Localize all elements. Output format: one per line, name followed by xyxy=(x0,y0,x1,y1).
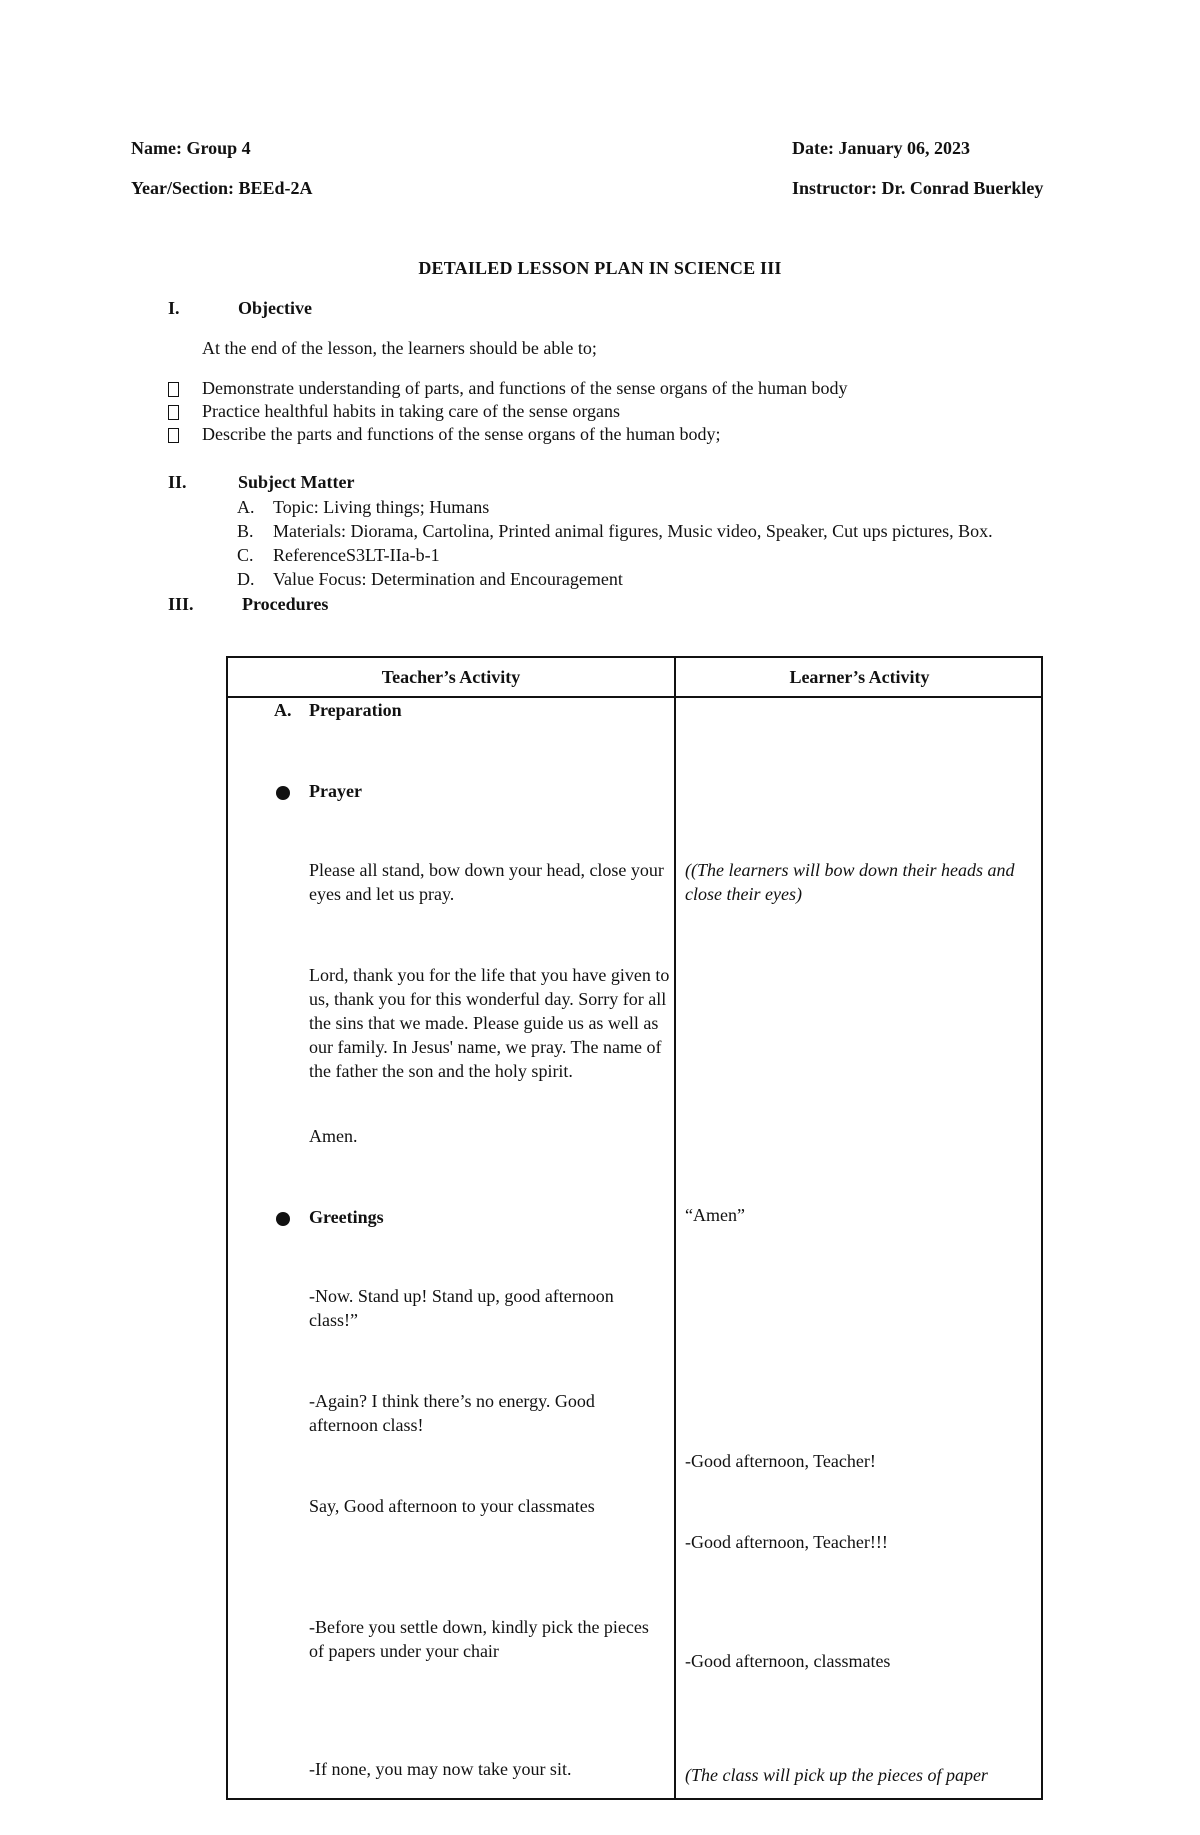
objective-bullet-3: Describe the parts and functions of the sense organs of the human body; xyxy=(202,424,721,444)
year-section-label: Year/Section: BEEd-2A xyxy=(131,178,313,198)
name-label: Name: Group 4 xyxy=(131,138,251,158)
bullet-dot-icon xyxy=(276,1212,290,1226)
objective-intro: At the end of the lesson, the learners should be able to; xyxy=(202,338,597,358)
document-title: DETAILED LESSON PLAN IN SCIENCE III xyxy=(418,258,782,278)
teacher-greeting-2: -Again? I think there’s no energy. Good afternoon class! xyxy=(309,1391,595,1435)
teacher-amen: Amen. xyxy=(309,1126,358,1146)
teacher-prayer-text: Lord, thank you for the life that you have given to us, thank you for this wonderful day. Sorry for all the sins that we made. Please guide us as well as our family. In Jesus' name, we pray. The name of the father the son and the holy spirit. xyxy=(309,965,670,1081)
learner-greeting-3: -Good afternoon, classmates xyxy=(685,1651,891,1671)
objective-bullet-2: Practice healthful habits in taking care of the sense organs xyxy=(202,401,621,421)
learner-amen: “Amen” xyxy=(685,1205,745,1225)
learner-greeting-1: -Good afternoon, Teacher! xyxy=(685,1451,876,1471)
section-letter: A. xyxy=(274,700,292,720)
teacher-prayer-instruction: Please all stand, bow down your head, close your eyes and let us pray. xyxy=(309,860,664,904)
procedures-heading: Procedures xyxy=(242,594,329,614)
greetings-heading: Greetings xyxy=(309,1207,384,1227)
subject-item-text: Value Focus: Determination and Encouragement xyxy=(273,569,623,589)
bullet-dot-icon xyxy=(276,786,290,800)
subject-item-text: ReferenceS3LT-IIa-b-1 xyxy=(273,545,440,565)
instructor-label: Instructor: Dr. Conrad Buerkley xyxy=(792,178,1044,198)
subject-matter-number: II. xyxy=(168,472,187,492)
teacher-activity-header: Teacher’s Activity xyxy=(381,667,521,687)
activity-table xyxy=(226,656,1043,1800)
subject-item-text: Topic: Living things; Humans xyxy=(273,497,490,517)
objective-heading: Objective xyxy=(238,298,312,318)
learner-activity-header: Learner’s Activity xyxy=(789,667,930,687)
subject-item-letter: D. xyxy=(237,569,255,589)
section-title: Preparation xyxy=(309,700,402,720)
teacher-greeting-3: Say, Good afternoon to your classmates xyxy=(309,1496,595,1516)
bullet-icon xyxy=(168,404,179,425)
subject-item-text: Materials: Diorama, Cartolina, Printed animal figures, Music video, Speaker, Cut ups pictures, Box. xyxy=(273,521,993,541)
procedures-number: III. xyxy=(168,594,194,614)
column-divider xyxy=(674,658,676,1798)
teacher-greeting-4: -Before you settle down, kindly pick the pieces of papers under your chair xyxy=(309,1617,649,1661)
date-label: Date: January 06, 2023 xyxy=(792,138,970,158)
objective-bullet-1: Demonstrate understanding of parts, and functions of the sense organs of the human body xyxy=(202,378,848,398)
teacher-greeting-5: -If none, you may now take your sit. xyxy=(309,1759,572,1779)
teacher-greeting-1: -Now. Stand up! Stand up, good afternoon class!” xyxy=(309,1286,614,1330)
learner-pick-paper: (The class will pick up the pieces of paper xyxy=(685,1765,988,1785)
subject-matter-heading: Subject Matter xyxy=(238,472,355,492)
objective-number: I. xyxy=(168,298,180,318)
subject-item-letter: A. xyxy=(237,497,255,517)
subject-item-letter: B. xyxy=(237,521,254,541)
learner-prayer-response: ((The learners will bow down their heads and close their eyes) xyxy=(685,860,1015,904)
learner-greeting-2: -Good afternoon, Teacher!!! xyxy=(685,1532,888,1552)
subject-item-letter: C. xyxy=(237,545,254,565)
prayer-heading: Prayer xyxy=(309,781,362,801)
bullet-icon xyxy=(168,427,179,448)
bullet-icon xyxy=(168,381,179,402)
